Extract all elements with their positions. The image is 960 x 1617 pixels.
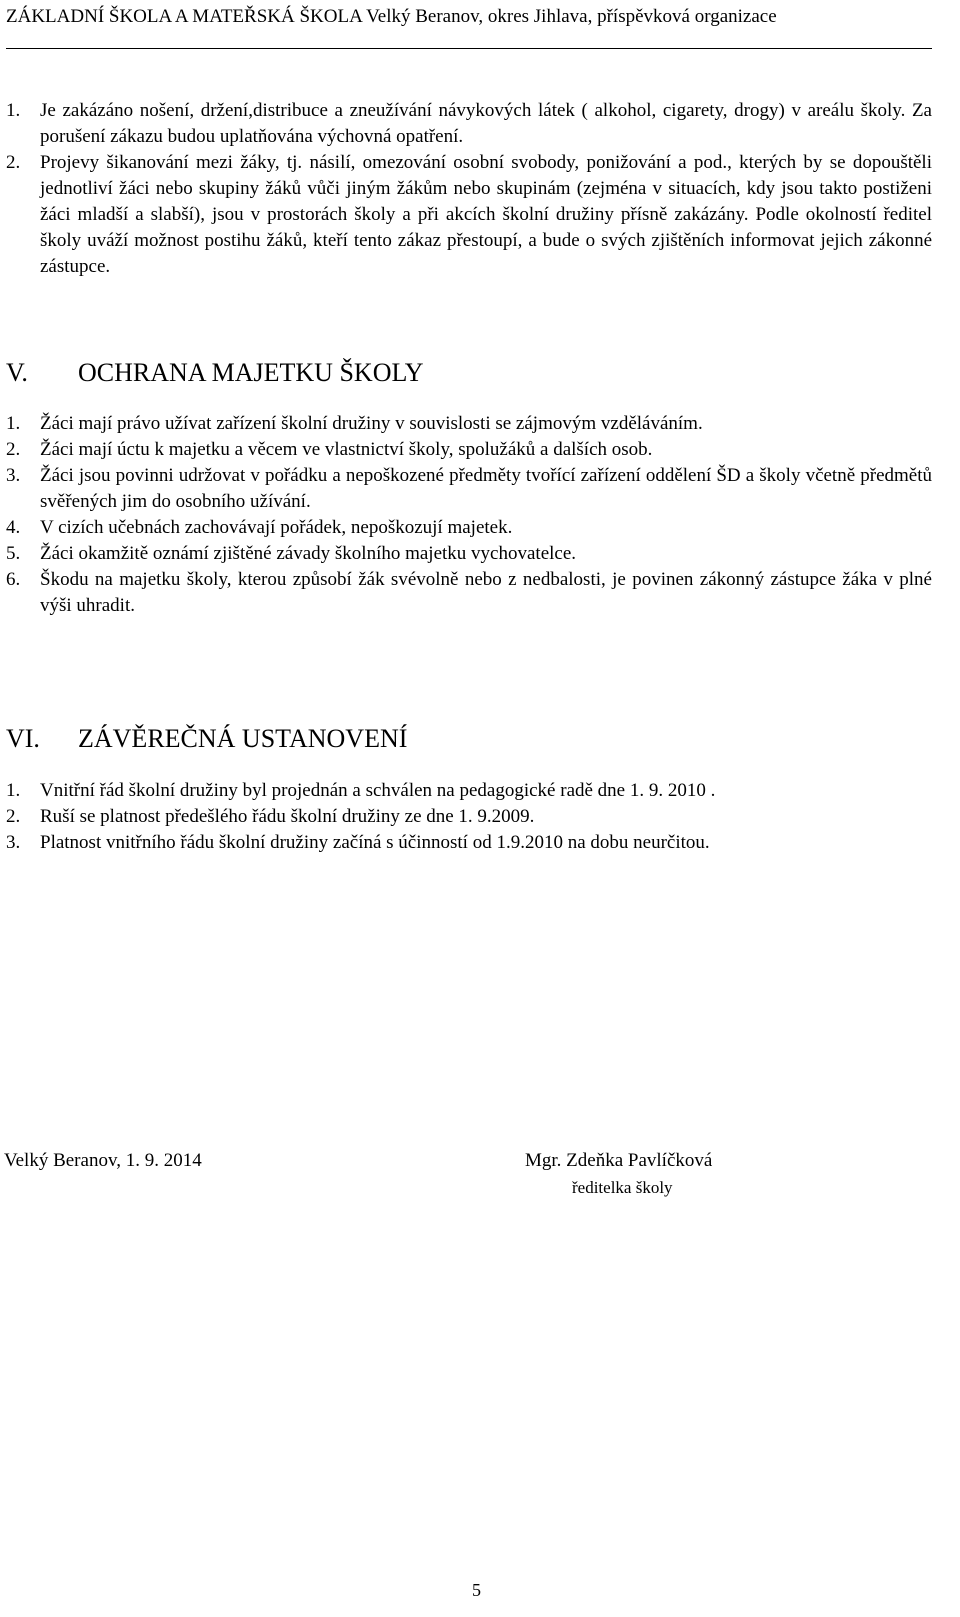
section-title: OCHRANA MAJETKU ŠKOLY	[78, 358, 424, 387]
section-heading-vi	[6, 723, 407, 755]
list-item	[6, 515, 932, 541]
item-text: Žáci jsou povinni udržovat v pořádku a nepoškozené předměty tvořící zařízení oddělení ŠD a školy včetně předmětů svěřených jim do osobního užívání.	[40, 465, 932, 512]
section-heading-v	[6, 357, 424, 389]
item-number: 1.	[6, 780, 21, 801]
item-text: Platnost vnitřního řádu školní družiny začíná s účinností od 1.9.2010 na dobu neurčitou.	[40, 832, 710, 853]
section-number: V.	[6, 358, 28, 387]
item-text: V cizích učebnách zachovávají pořádek, nepoškozují majetek.	[40, 517, 513, 538]
item-text: Žáci mají úctu k majetku a věcem ve vlastnictví školy, spolužáků a dalších osob.	[40, 439, 653, 460]
rules-list	[6, 98, 932, 280]
item-number: 2.	[6, 152, 21, 173]
list-item	[6, 567, 932, 619]
item-number: 1.	[6, 413, 21, 434]
list-item	[6, 830, 932, 856]
page-number: 5	[472, 1580, 481, 1600]
list-item	[6, 463, 932, 515]
list-item	[6, 804, 932, 830]
item-number: 4.	[6, 517, 21, 538]
item-text: Je zakázáno nošení, držení,distribuce a zneužívání návykových látek ( alkohol, cigarety, drogy) v areálu školy. Za porušení zákazu budou uplatňována výchovná opatření.	[40, 100, 932, 147]
item-text: Žáci okamžitě oznámí zjištěné závady školního majetku vychovatelce.	[40, 543, 577, 564]
item-number: 5.	[6, 543, 21, 564]
item-number: 3.	[6, 465, 21, 486]
item-text: Projevy šikanování mezi žáky, tj. násilí, omezování osobní svobody, ponižování a pod., kterých by se dopouštěli jednotliví žáci nebo skupiny žáků vůči jiným žákům nebo skupinám (zejména v situacích, kdy jsou takto postiženi žáci mladší a slabší), jsou v prostorách školy a při akcích školní družiny přísně zakázány. Podle okolností ředitel školy uváží možnost postihu žáků, kteří tento zákaz přestoupí, a bude o svých zjištěních informovat jejich zákonné zástupce.	[40, 152, 932, 277]
property-list	[6, 411, 932, 619]
item-text: Ruší se platnost předešlého řádu školní družiny ze dne 1. 9.2009.	[40, 806, 535, 827]
signatory-name: Mgr. Zdeňka Pavlíčková	[525, 1150, 713, 1171]
section-title: ZÁVĚREČNÁ USTANOVENÍ	[78, 724, 408, 753]
list-item	[6, 541, 932, 567]
item-number: 3.	[6, 832, 21, 853]
item-number: 6.	[6, 569, 21, 590]
item-text: Škodu na majetku školy, kterou způsobí žák svévolně nebo z nedbalosti, je povinen zákonný zástupce žáka v plné výši uhradit.	[40, 569, 932, 616]
list-item	[6, 437, 932, 463]
document-header: ZÁKLADNÍ ŠKOLA A MATEŘSKÁ ŠKOLA Velký Beranov, okres Jihlava, příspěvková organizace	[6, 6, 777, 27]
item-text: Žáci mají právo užívat zařízení školní družiny v souvislosti se zájmovým vzděláváním.	[40, 413, 703, 434]
item-number: 1.	[6, 100, 21, 121]
item-number: 2.	[6, 806, 21, 827]
list-item	[6, 98, 932, 150]
place-date: Velký Beranov, 1. 9. 2014	[4, 1150, 202, 1171]
final-provisions-list	[6, 778, 932, 856]
item-text: Vnitřní řád školní družiny byl projednán a schválen na pedagogické radě dne 1. 9. 2010 .	[40, 780, 716, 801]
list-item	[6, 778, 932, 804]
list-item	[6, 150, 932, 280]
header-divider	[6, 48, 932, 49]
signatory-role: ředitelka školy	[572, 1178, 673, 1197]
item-number: 2.	[6, 439, 21, 460]
list-item	[6, 411, 932, 437]
section-number: VI.	[6, 724, 40, 753]
